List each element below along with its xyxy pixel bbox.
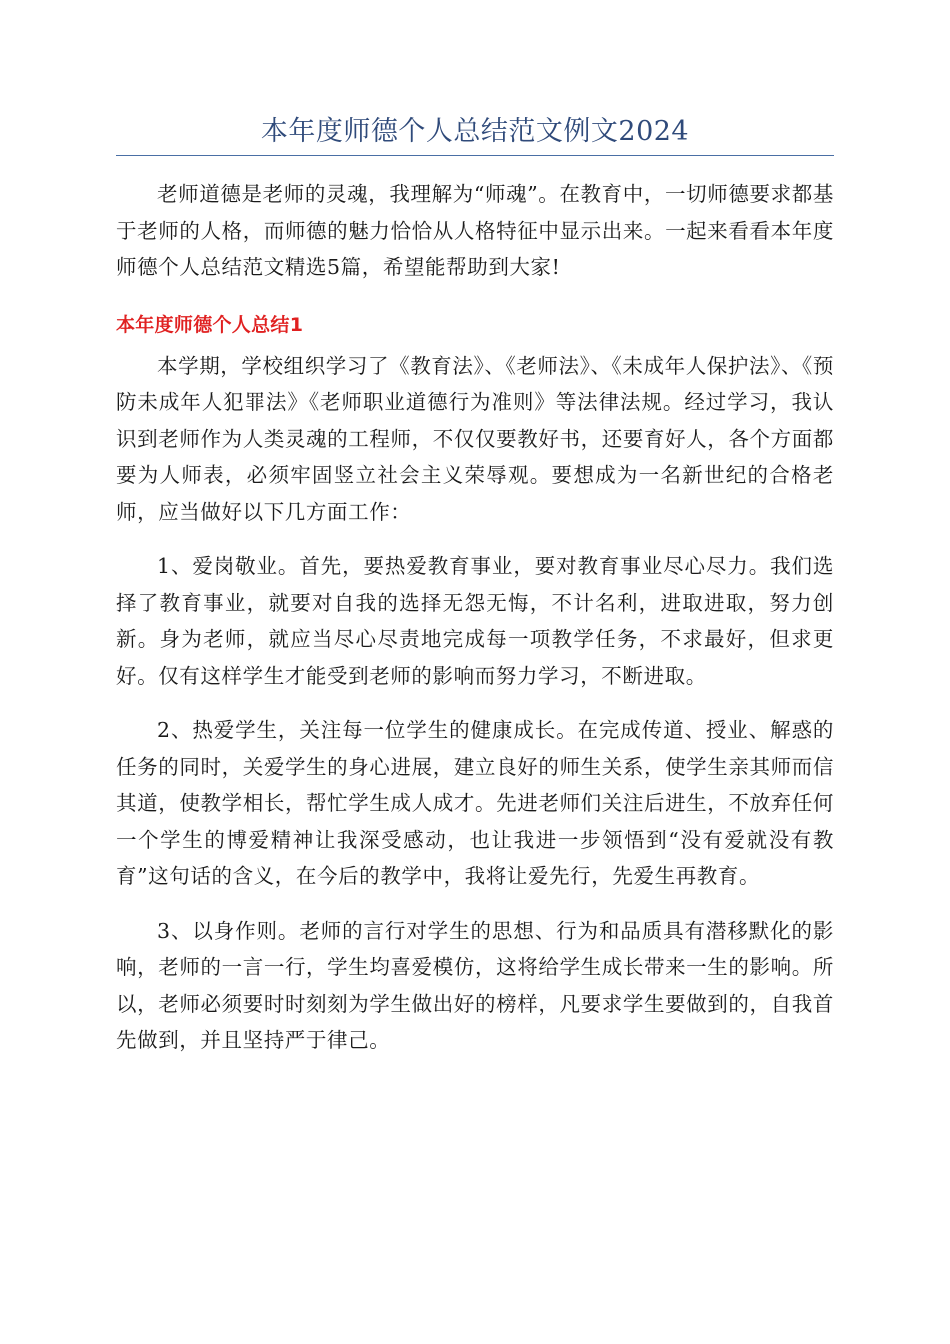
body-paragraph: 3、以身作则。老师的言行对学生的思想、行为和品质具有潜移默化的影响，老师的一言一行，学生均喜爱模仿，这将给学生成长带来一生的影响。所以，老师必须要时时刻刻为学生做出好的榜样，凡要求学生要做到的，自我首先做到，并且坚持严于律己。 (116, 918, 834, 1052)
body-paragraph: 1、爱岗敬业。首先，要热爱教育事业，要对教育事业尽心尽力。我们选择了教育事业，就要对自我的选择无怨无悔，不计名利，进取进取，努力创新。身为老师，就应当尽心尽责地完成每一项教学任务，不求最好，但求更好。仅有这样学生才能受到老师的影响而努力学习，不断进取。 (116, 554, 834, 688)
intro-paragraph: 老师道德是老师的灵魂，我理解为“师魂”。在教育中，一切师德要求都基于老师的人格，而师德的魅力恰恰从人格特征中显示出来。一起来看看本年度师德个人总结范文精选5篇，希望能帮助到大家! (116, 182, 834, 279)
document-title: 本年度师德个人总结范文例文2024 (260, 116, 690, 147)
section-heading: 本年度师德个人总结1 (116, 313, 304, 336)
title-underline (116, 155, 834, 156)
body-paragraph: 本学期，学校组织学习了《教育法》、《老师法》、《未成年人保护法》、《预防未成年人犯罪法》《老师职业道德行为准则》等法律法规。经过学习，我认识到老师作为人类灵魂的工程师，不仅仅要教好书，还要育好人，各个方面都要为人师表，必须牢固竖立社会主义荣辱观。要想成为一名新世纪的合格老师，应当做好以下几方面工作： (116, 353, 834, 524)
document-body (116, 176, 834, 1059)
body-paragraph: 2、热爱学生，关注每一位学生的健康成长。在完成传道、授业、解惑的任务的同时，关爱学生的身心进展，建立良好的师生关系，使学生亲其师而信其道，使教学相长，帮忙学生成人成才。先进老师们关注后进生，不放弃任何一个学生的博爱精神让我深受感动，也让我进一步领悟到“没有爱就没有教育”这句话的含义，在今后的教学中，我将让爱先行，先爱生再教育。 (116, 718, 834, 888)
